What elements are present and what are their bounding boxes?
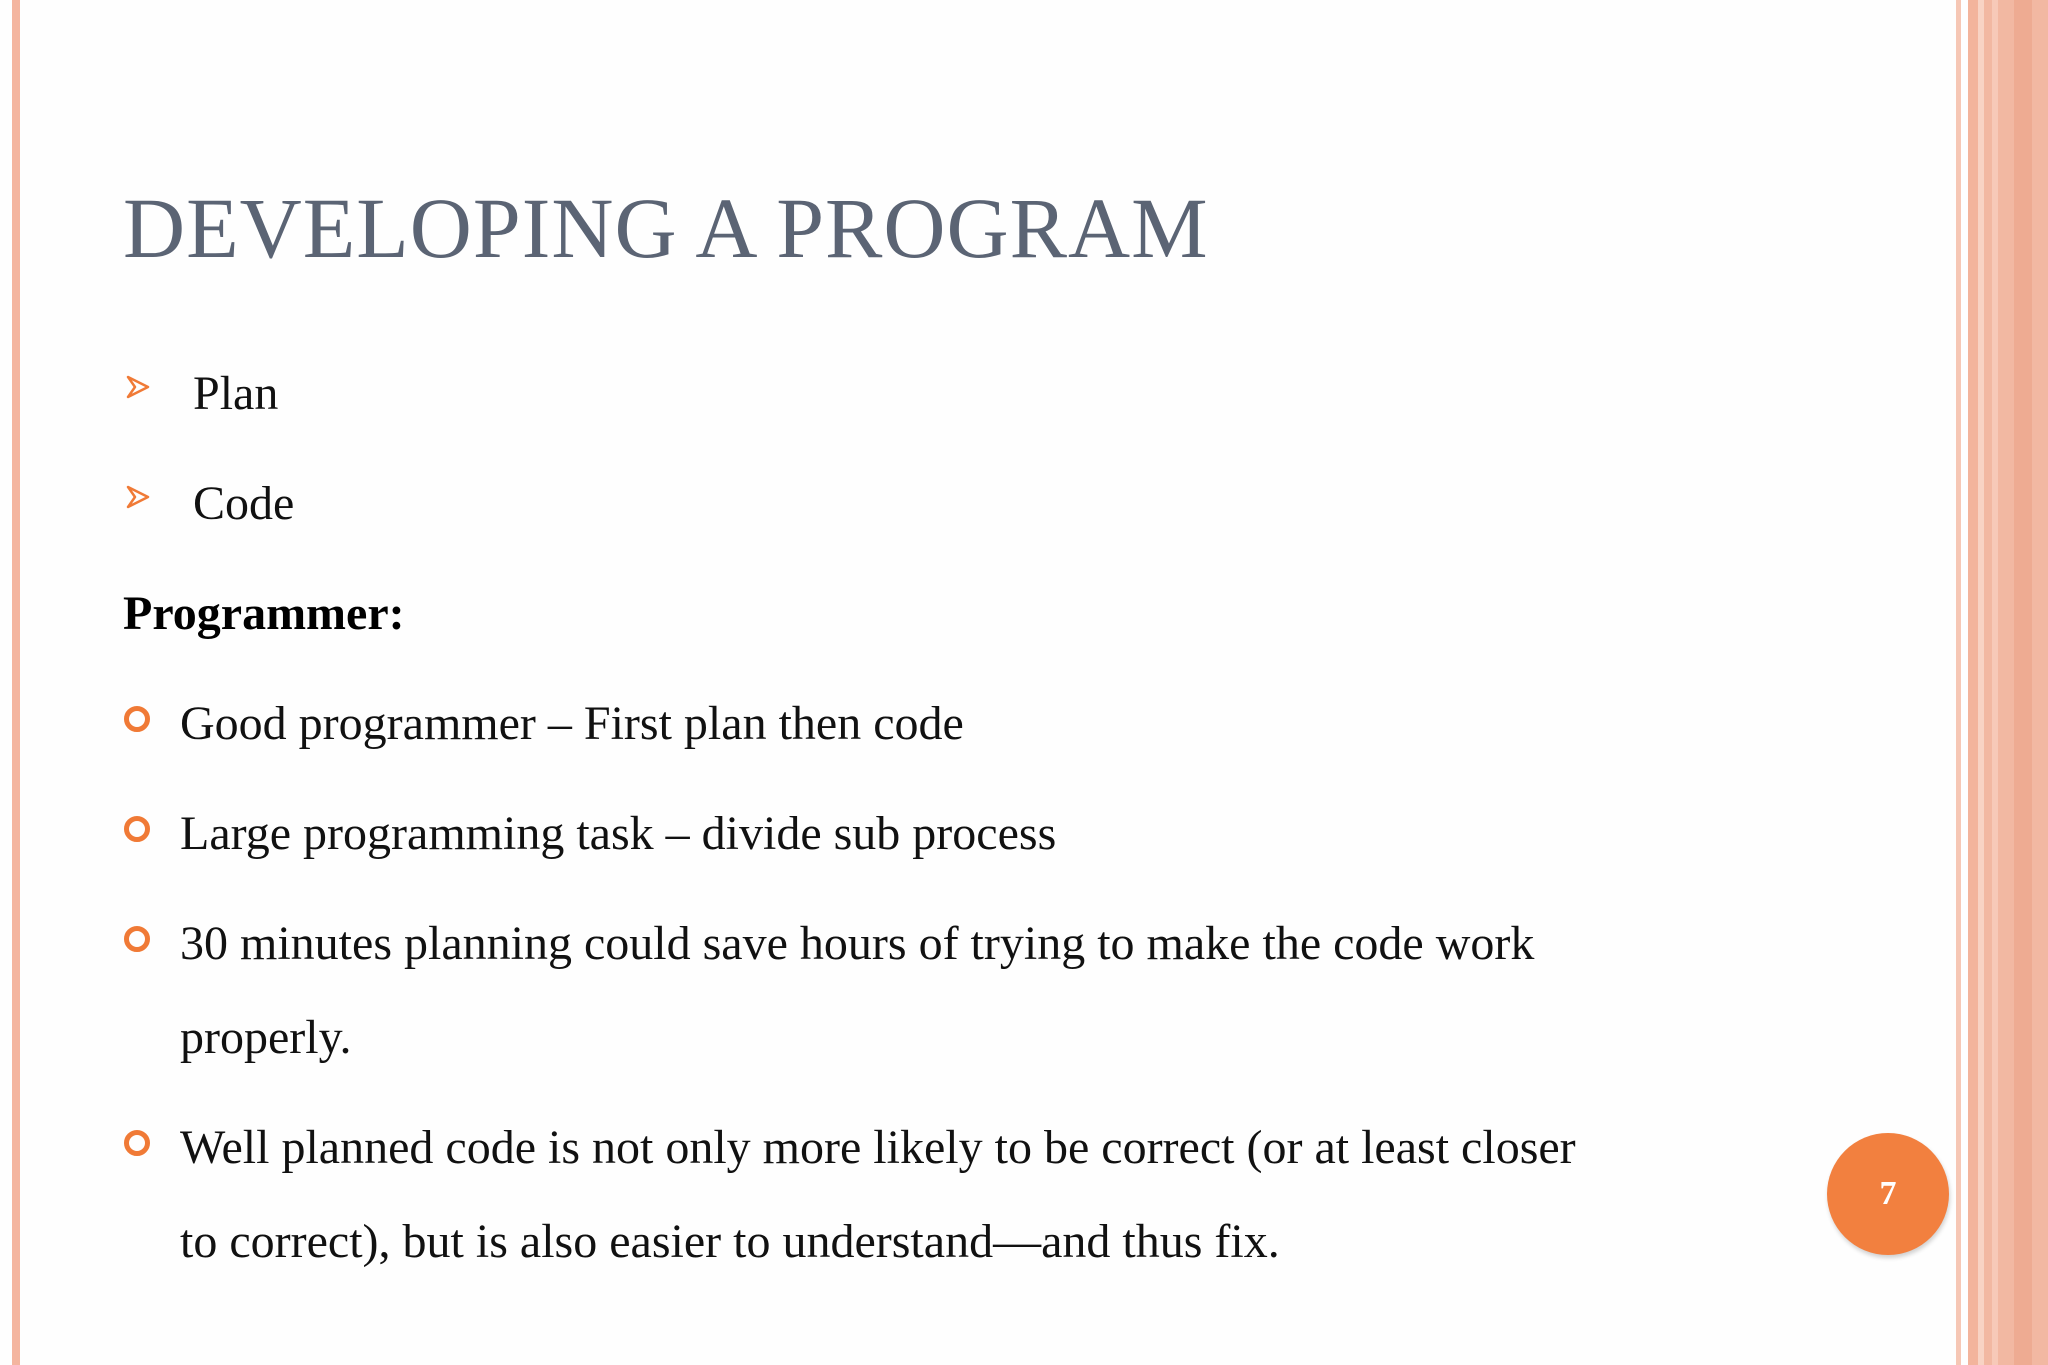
arrow-item-plan: Plan xyxy=(193,367,279,420)
circle-bullet-icon xyxy=(124,816,150,842)
arrow-bullet-icon xyxy=(125,484,151,510)
bullet-text: 30 minutes planning could save hours of trying to make the code work xyxy=(180,917,1535,970)
bullet-text: Well planned code is not only more likely to be correct (or at least closer xyxy=(180,1121,1576,1174)
right-stripe-decoration xyxy=(1956,0,2048,1365)
page-number-badge: 7 xyxy=(1827,1133,1949,1255)
bullet-text-continued: to correct), but is also easier to understand—and thus fix. xyxy=(180,1215,1280,1268)
section-heading: Programmer: xyxy=(123,587,405,640)
bullet-text: Good programmer – First plan then code xyxy=(180,697,964,750)
circle-bullet-icon xyxy=(124,706,150,732)
left-border-decoration xyxy=(12,0,20,1365)
arrow-bullet-icon xyxy=(125,374,151,400)
arrow-item-code: Code xyxy=(193,477,295,530)
bullet-text-continued: properly. xyxy=(180,1011,352,1064)
circle-bullet-icon xyxy=(124,926,150,952)
bullet-text: Large programming task – divide sub process xyxy=(180,807,1057,860)
circle-bullet-icon xyxy=(124,1130,150,1156)
slide-title: DEVELOPING A PROGRAM xyxy=(123,180,1209,276)
